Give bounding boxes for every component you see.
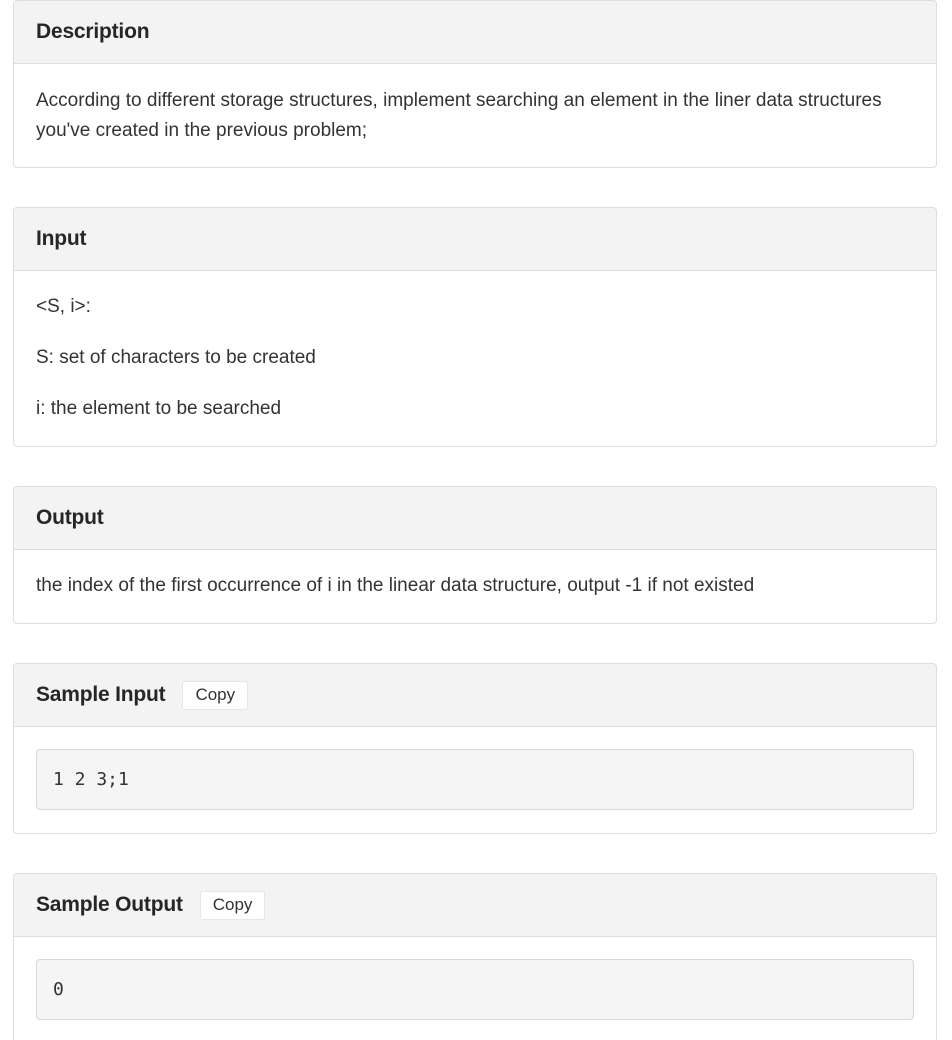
sample-output-title: Sample Output — [36, 893, 183, 916]
sample-output-card — [13, 873, 937, 1040]
description-header — [14, 1, 936, 64]
output-card — [13, 486, 937, 624]
output-body — [14, 550, 936, 601]
sample-input-title: Sample Input — [36, 683, 166, 706]
output-text: the index of the first occurrence of i in the linear data structure, output -1 if not existed — [36, 575, 755, 596]
sample-input-body — [14, 727, 936, 810]
input-header — [14, 208, 936, 271]
description-title: Description — [36, 20, 150, 43]
sample-output-header — [14, 874, 936, 937]
copy-sample-output-button[interactable]: Copy — [200, 891, 266, 920]
description-card — [13, 0, 937, 168]
output-title: Output — [36, 506, 104, 529]
input-card — [13, 207, 937, 447]
input-line: S: set of characters to be created — [36, 347, 316, 368]
copy-sample-input-button[interactable]: Copy — [182, 681, 248, 710]
input-body — [14, 271, 936, 424]
sample-input-header — [14, 664, 936, 727]
sample-output-code: 0 — [36, 959, 914, 1020]
output-header — [14, 487, 936, 550]
sample-output-body — [14, 937, 936, 1020]
sample-input-code: 1 2 3;1 — [36, 749, 914, 810]
sample-input-card — [13, 663, 937, 834]
description-text: According to different storage structures, implement searching an element in the liner data structures you've created in the previous problem; — [36, 90, 882, 141]
input-title: Input — [36, 227, 87, 250]
input-line: <S, i>: — [36, 296, 91, 317]
input-line: i: the element to be searched — [36, 398, 282, 419]
description-body — [14, 64, 936, 146]
